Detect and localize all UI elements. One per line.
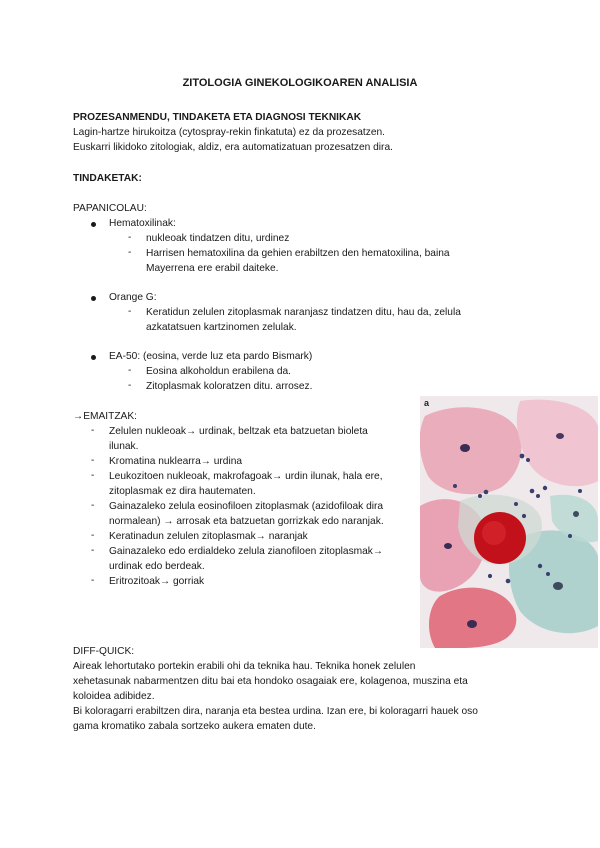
sub-item: azkatatsuen kartzinomen zelulak. (146, 322, 297, 333)
result-line: zitoplasmak ez dira hautematen. (109, 486, 256, 497)
paragraph-line: Aireak lehortutako portekin erabili ohi da teknika hau. Teknika honek zelulen (73, 661, 416, 672)
result-line: Keratinadun zelulen zitoplasmak→ naranjak (109, 531, 308, 542)
paragraph-line: Euskarri likidoko zitologiak, aldiz, era automatizatuan prozesatzen dira. (73, 142, 393, 153)
sub-item: nukleoak tindatzen ditu, urdinez (146, 233, 290, 244)
bullet-icon (91, 222, 96, 227)
result-line: Gainazaleko edo erdialdeko zelula zianofiloen zitoplasmak→ (109, 546, 384, 557)
result-line: Zelulen nukleoak→ urdinak, beltzak eta batzuetan bioleta (109, 426, 368, 437)
bullet-icon (91, 355, 96, 360)
dash-icon: - (91, 500, 95, 511)
paragraph-line: xehetasunak nabarmentzen ditu bai eta hondoko osagaiak ere, kolagenoa, muszina eta (73, 676, 468, 687)
paragraph-line: koloidea adibidez. (73, 691, 155, 702)
list-item-title: Hematoxilinak: (109, 218, 176, 229)
dash-icon: - (91, 575, 95, 586)
page-title: ZITOLOGIA GINEKOLOGIKOAREN ANALISIA (182, 77, 418, 89)
figure-label: a (424, 398, 430, 408)
dash-icon: - (128, 247, 132, 258)
bullet-icon (91, 296, 96, 301)
dash-icon: - (91, 470, 95, 481)
result-line: Kromatina nuklearra→ urdina (109, 456, 243, 467)
sub-item: Zitoplasmak koloratzen ditu. arrosez. (146, 381, 313, 392)
sub-item: Mayerrena ere erabil daiteke. (146, 263, 279, 274)
papanicolau-label: PAPANICOLAU: (73, 203, 147, 214)
result-line: normalean) → arrosak eta batzuetan gorrizkak edo naranjak. (109, 516, 384, 527)
paragraph-line: Lagin-hartze hirukoitza (cytospray-rekin finkatuta) ez da prozesatzen. (73, 127, 386, 138)
emaitzak-label: →EMAITZAK: (73, 411, 137, 422)
dash-icon: - (91, 425, 95, 436)
result-line: Leukozitoen nukleoak, makrofagoak→ urdin ilunak, hala ere, (109, 471, 383, 482)
paragraph-line: gama kromatiko zabala sortzeko aukera ematen dute. (73, 721, 316, 732)
result-line: ilunak. (109, 441, 139, 452)
dash-icon: - (128, 306, 132, 317)
sub-item: Harrisen hematoxilina da gehien erabiltzen den hematoxilina, baina (146, 248, 450, 259)
dash-icon: - (91, 455, 95, 466)
dash-icon: - (91, 545, 95, 556)
list-item-title: EA-50: (eosina, verde luz eta pardo Bismark) (109, 351, 313, 362)
dash-icon: - (128, 365, 132, 376)
tindaketak-heading: TINDAKETAK: (73, 173, 142, 184)
list-item-title: Orange G: (109, 292, 157, 303)
dash-icon: - (91, 530, 95, 541)
section-heading: PROZESANMENDU, TINDAKETA ETA DIAGNOSI TEKNIKAK (73, 112, 362, 123)
result-line: Gainazaleko zelula eosinofiloen zitoplasmak (azidofiloak dira (109, 501, 384, 512)
diffquick-label: DIFF-QUICK: (73, 646, 135, 657)
dash-icon: - (128, 232, 132, 243)
paragraph-line: Bi koloragarri erabiltzen dira, naranja eta bestea urdina. Izan ere, bi koloragarri hauek oso (73, 706, 478, 717)
sub-item: Eosina alkoholdun erabilena da. (146, 366, 291, 377)
pap-smear-micrograph (420, 396, 598, 648)
sub-item: Keratidun zelulen zitoplasmak naranjasz tindatzen ditu, hau da, zelula (146, 307, 461, 318)
result-line: Eritrozitoak→ gorriak (109, 576, 205, 587)
result-line: urdinak edo berdeak. (109, 561, 205, 572)
dash-icon: - (128, 380, 132, 391)
